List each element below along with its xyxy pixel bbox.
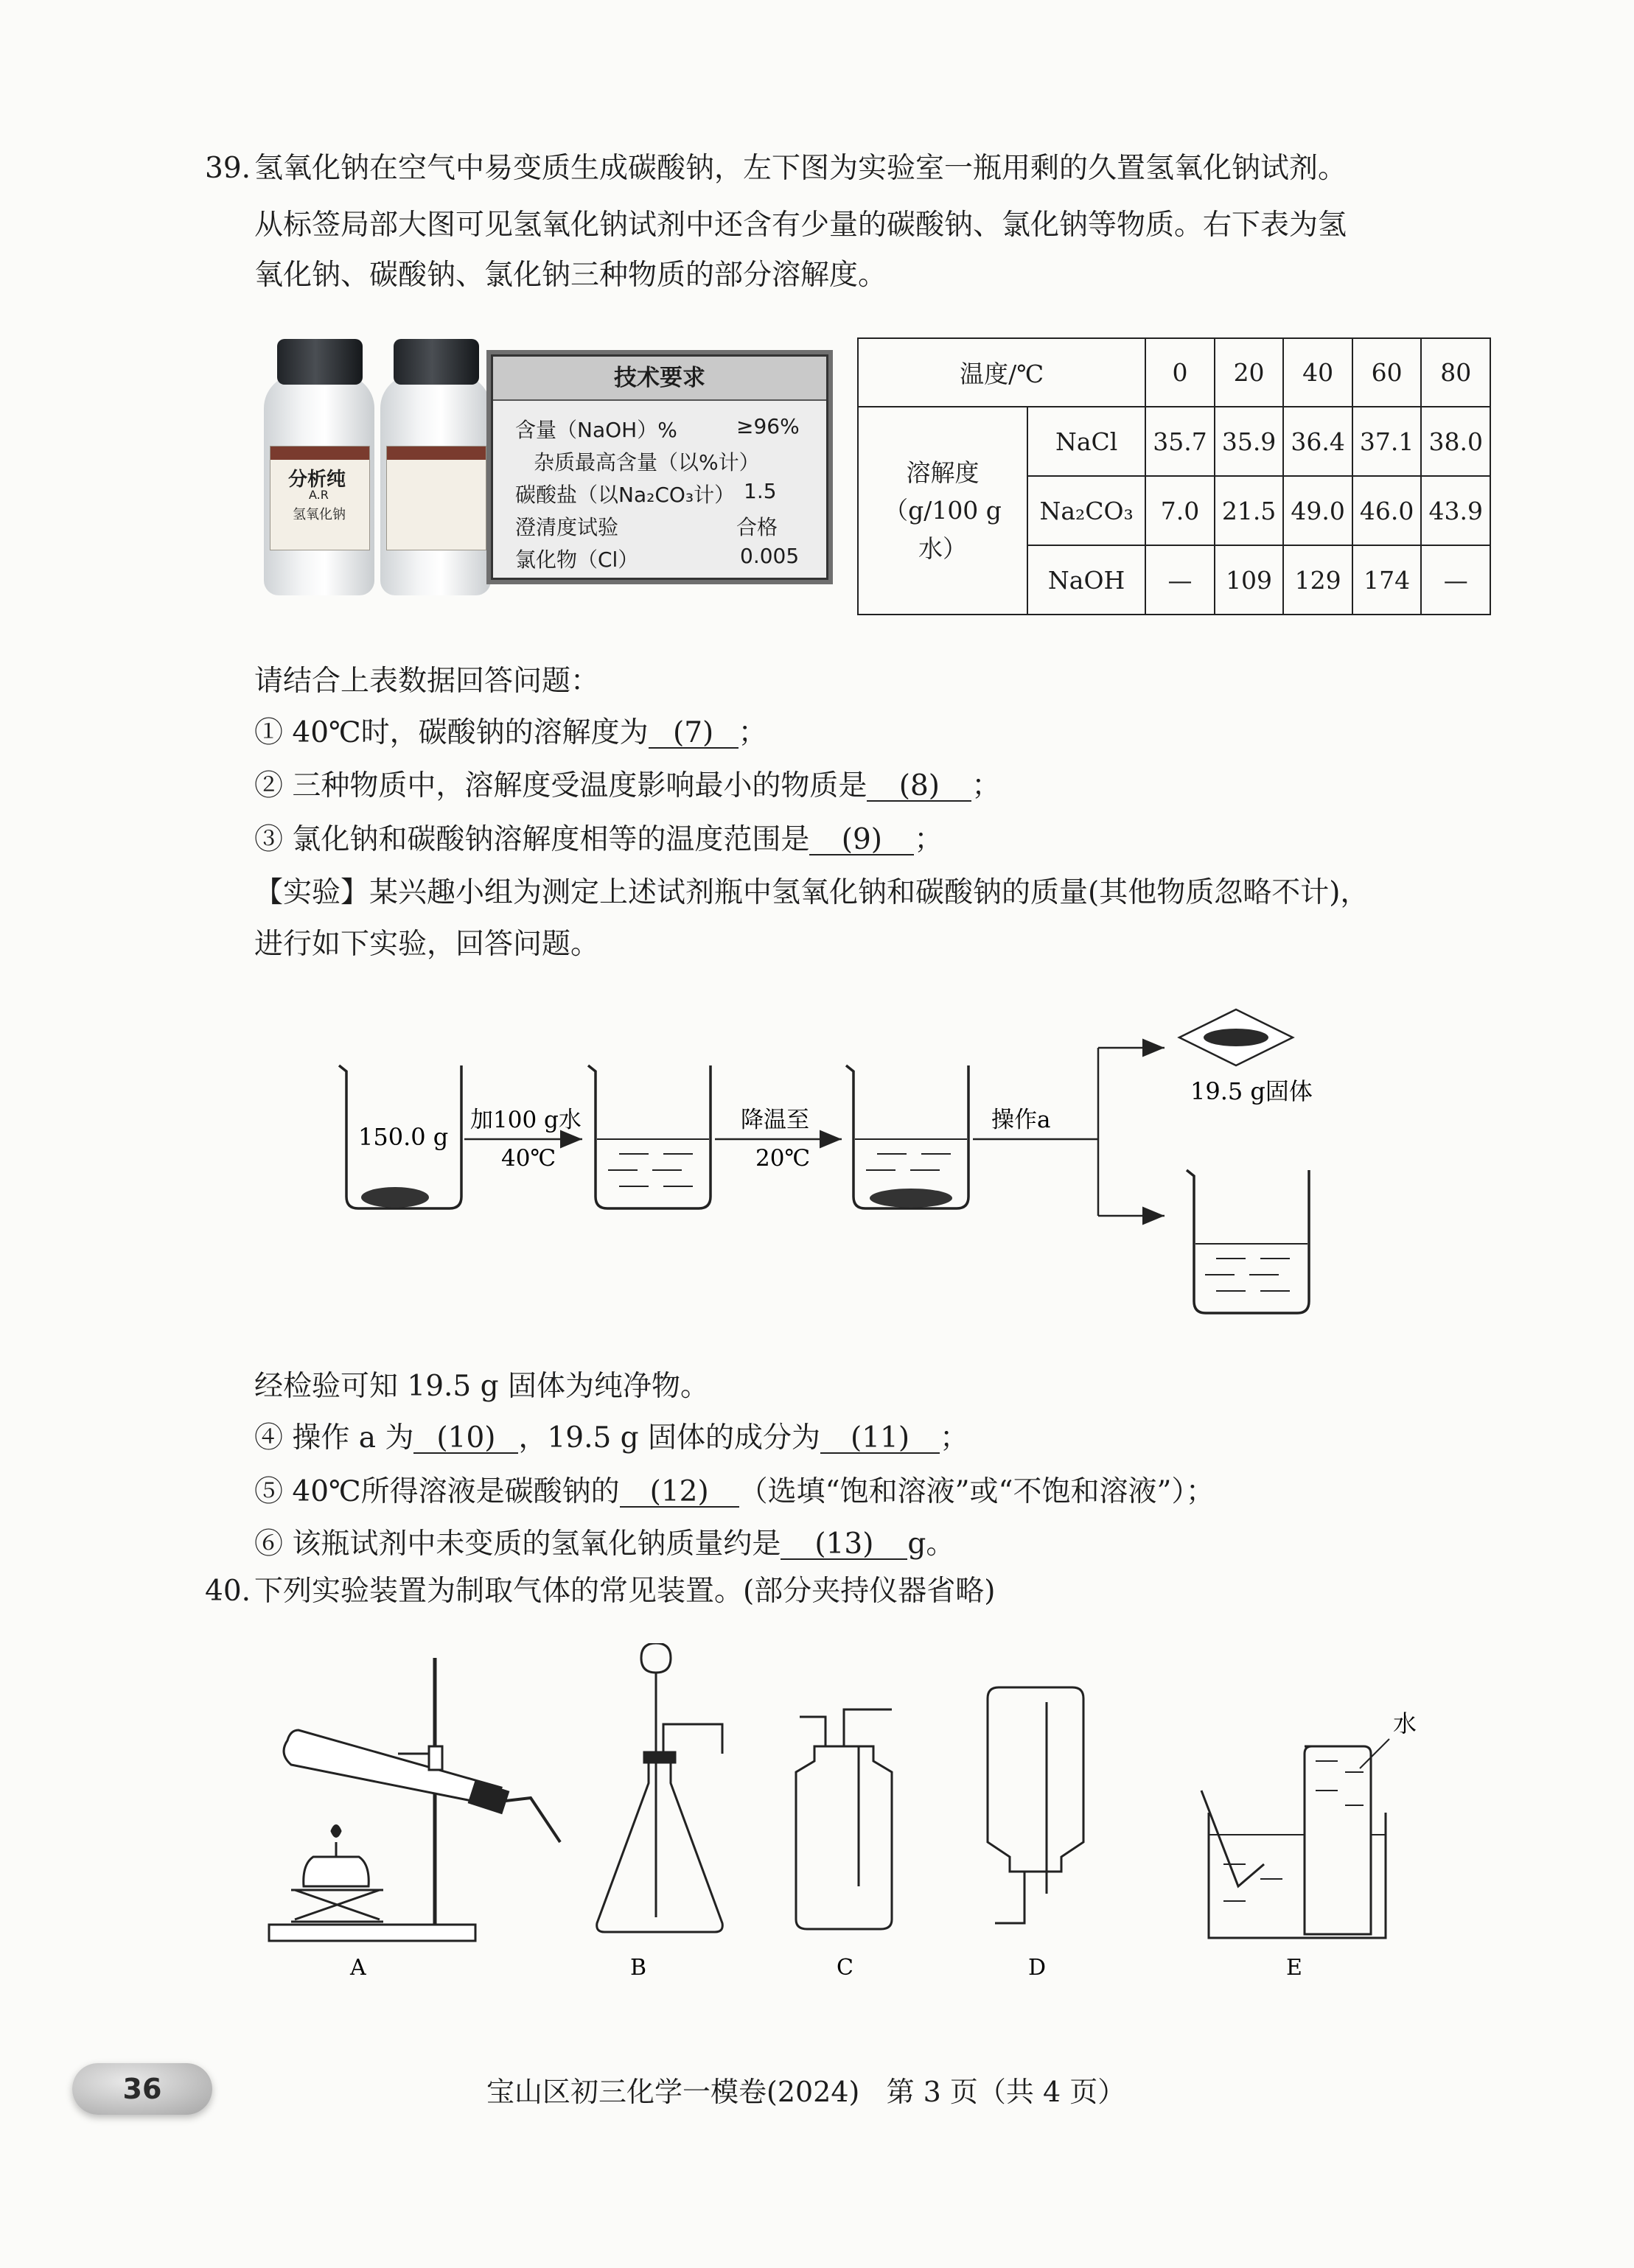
q39-number: 39. [205, 152, 251, 185]
table-cell: 35.9 [1215, 407, 1284, 476]
answer-blank-9[interactable]: (9) [809, 825, 914, 855]
table-cell: 46.0 [1352, 476, 1422, 545]
table-cell: 7.0 [1145, 476, 1215, 545]
q39-prompt: 请结合上表数据回答问题： [254, 665, 600, 698]
answer-blank-7[interactable]: (7) [649, 718, 739, 749]
q39-item-7 [254, 718, 767, 749]
apparatus-label-a: A [350, 1955, 366, 1981]
water-label: 水 [1393, 1709, 1417, 1737]
q39-item-12 [254, 1477, 1215, 1508]
tech-requirements-box [486, 350, 833, 584]
flow-solid-label: 19.5 g固体 [1190, 1077, 1313, 1105]
bottle-right-cap [394, 339, 479, 385]
table-temp: 60 [1352, 338, 1422, 407]
bottle-left-label [270, 446, 370, 550]
apparatus-label-c: C [837, 1955, 853, 1981]
beaker-2 [588, 1065, 710, 1208]
tech-row-value: 合格 [736, 515, 778, 539]
check-line: 经检验可知 19.5 g 固体为纯净物。 [254, 1370, 709, 1403]
beaker-3 [846, 1065, 968, 1208]
answer-blank-8[interactable]: (8) [867, 771, 971, 802]
tech-row-key: 杂质最高含量（以%计） [534, 450, 760, 475]
tech-row-value: 1.5 [744, 479, 777, 503]
beaker-1 [339, 1065, 461, 1208]
flow-step1-top: 加100 g水 [470, 1107, 582, 1133]
apparatus-label-d: D [1028, 1955, 1047, 1981]
answer-blank-12[interactable]: (12) [620, 1477, 739, 1508]
experiment-line2: 进行如下实验，回答问题。 [254, 928, 600, 961]
tech-row-key: 碳酸盐（以Na₂CO₃计） [515, 483, 736, 507]
apparatus-label-e: E [1286, 1955, 1302, 1981]
q39-item-13 [254, 1527, 955, 1561]
apparatus-c [796, 1709, 892, 1929]
item-text: ③ 氯化钠和碳酸钠溶解度相等的温度范围是 [254, 823, 810, 856]
tech-row-value: 0.005 [740, 544, 800, 568]
table-row-header [858, 407, 1027, 615]
table-temp: 80 [1421, 338, 1490, 407]
table-cell: 174 [1352, 545, 1422, 615]
table-substance: NaOH [1027, 545, 1145, 615]
table-substance: NaCl [1027, 407, 1145, 476]
table-cell: 49.0 [1283, 476, 1352, 545]
item-text: g。 [907, 1527, 955, 1561]
apparatus-a [269, 1658, 560, 1941]
item-punct: ； [914, 823, 943, 856]
table-temp-header: 温度/℃ [858, 338, 1145, 407]
table-cell: 36.4 [1283, 407, 1352, 476]
table-temp: 40 [1283, 338, 1352, 407]
label-grade: A.R [309, 488, 329, 502]
apparatus-b [597, 1643, 723, 1932]
item-text: ② 三种物质中，溶解度受温度影响最小的物质是 [254, 769, 867, 802]
q40-text: 下列实验装置为制取气体的常见装置。(部分夹持仪器省略) [254, 1575, 996, 1608]
table-cell: — [1145, 545, 1215, 615]
flow-mass-label: 150.0 g [358, 1123, 449, 1151]
page-number-badge: 36 [72, 2063, 212, 2115]
experiment-flow-diagram [324, 995, 1415, 1319]
label-brand: 分析纯 [288, 469, 346, 491]
tech-row-key: 含量（NaOH）% [515, 418, 677, 442]
solid-on-paper [1179, 1009, 1293, 1065]
answer-blank-13[interactable]: (13) [781, 1530, 907, 1560]
solubility-table [857, 337, 1491, 615]
beaker-4 [1187, 1170, 1309, 1313]
tech-row-key: 澄清度试验 [515, 515, 619, 539]
table-row-header-text: 溶解度（g/100 g水） [884, 458, 1002, 563]
tech-row-key: 氯化物（Cl） [515, 547, 639, 572]
item-text: ④ 操作 a 为 [254, 1421, 414, 1455]
apparatus-d [988, 1687, 1083, 1923]
q39-item-8 [254, 771, 1000, 802]
item-punct: ； [738, 716, 767, 749]
apparatus-label-b: B [630, 1955, 647, 1981]
q39-intro-line1: 氢氧化钠在空气中易变质生成碳酸钠，左下图为实验室一瓶用剩的久置氢氧化钠试剂。 [254, 152, 1347, 185]
table-cell: 109 [1215, 545, 1284, 615]
table-temp: 0 [1145, 338, 1215, 407]
q39-item-9 [254, 825, 943, 855]
table-cell: — [1421, 545, 1490, 615]
q39-item-10-11 [254, 1421, 969, 1455]
item-punct: ； [940, 1421, 969, 1455]
q39-intro-line2: 从标签局部大图可见氢氧化钠试剂中还含有少量的碳酸钠、氯化钠等物质。右下表为氢 [254, 209, 1347, 242]
tech-row-value: ≥96% [736, 414, 800, 438]
bottle-left-cap [277, 339, 363, 385]
answer-blank-10[interactable]: (10) [413, 1424, 518, 1454]
label-name: 氢氧化钠 [293, 507, 346, 522]
table-cell: 37.1 [1352, 407, 1422, 476]
table-temp: 20 [1215, 338, 1284, 407]
item-punct: ； [971, 769, 1001, 802]
answer-blank-11[interactable]: (11) [820, 1424, 940, 1454]
reagent-bottles-photo [264, 339, 498, 604]
table-cell: 38.0 [1421, 407, 1490, 476]
footer-text: 宝山区初三化学一模卷(2024) 第 3 页（共 4 页） [486, 2076, 1126, 2108]
q40-number: 40. [205, 1575, 251, 1608]
tech-requirements-title: 技术要求 [493, 357, 826, 401]
q39-intro-line3: 氧化钠、碳酸钠、氯化钠三种物质的部分溶解度。 [254, 259, 887, 292]
item-text: （选填“饱和溶液”或“不饱和溶液”）； [739, 1475, 1215, 1508]
table-cell: 43.9 [1421, 476, 1490, 545]
item-text: ⑤ 40℃所得溶液是碳酸钠的 [254, 1475, 620, 1508]
gas-apparatus-diagram [258, 1643, 1452, 1982]
flow-step2-bottom: 20℃ [755, 1145, 811, 1172]
table-cell: 129 [1283, 545, 1352, 615]
apparatus-e [1201, 1739, 1389, 1938]
item-text: ① 40℃时，碳酸钠的溶解度为 [254, 716, 649, 749]
table-cell: 35.7 [1145, 407, 1215, 476]
flow-step3-label: 操作a [991, 1107, 1051, 1133]
item-text: ，19.5 g 固体的成分为 [518, 1421, 821, 1455]
flow-step1-bottom: 40℃ [501, 1145, 556, 1172]
table-substance: Na₂CO₃ [1027, 476, 1145, 545]
flow-step2-top: 降温至 [741, 1107, 809, 1133]
table-cell: 21.5 [1215, 476, 1284, 545]
item-text: ⑥ 该瓶试剂中未变质的氢氧化钠质量约是 [254, 1527, 781, 1561]
bottle-right-label [386, 446, 486, 550]
experiment-line1: 【实验】某兴趣小组为测定上述试剂瓶中氢氧化钠和碳酸钠的质量(其他物质忽略不计)， [254, 876, 1369, 909]
